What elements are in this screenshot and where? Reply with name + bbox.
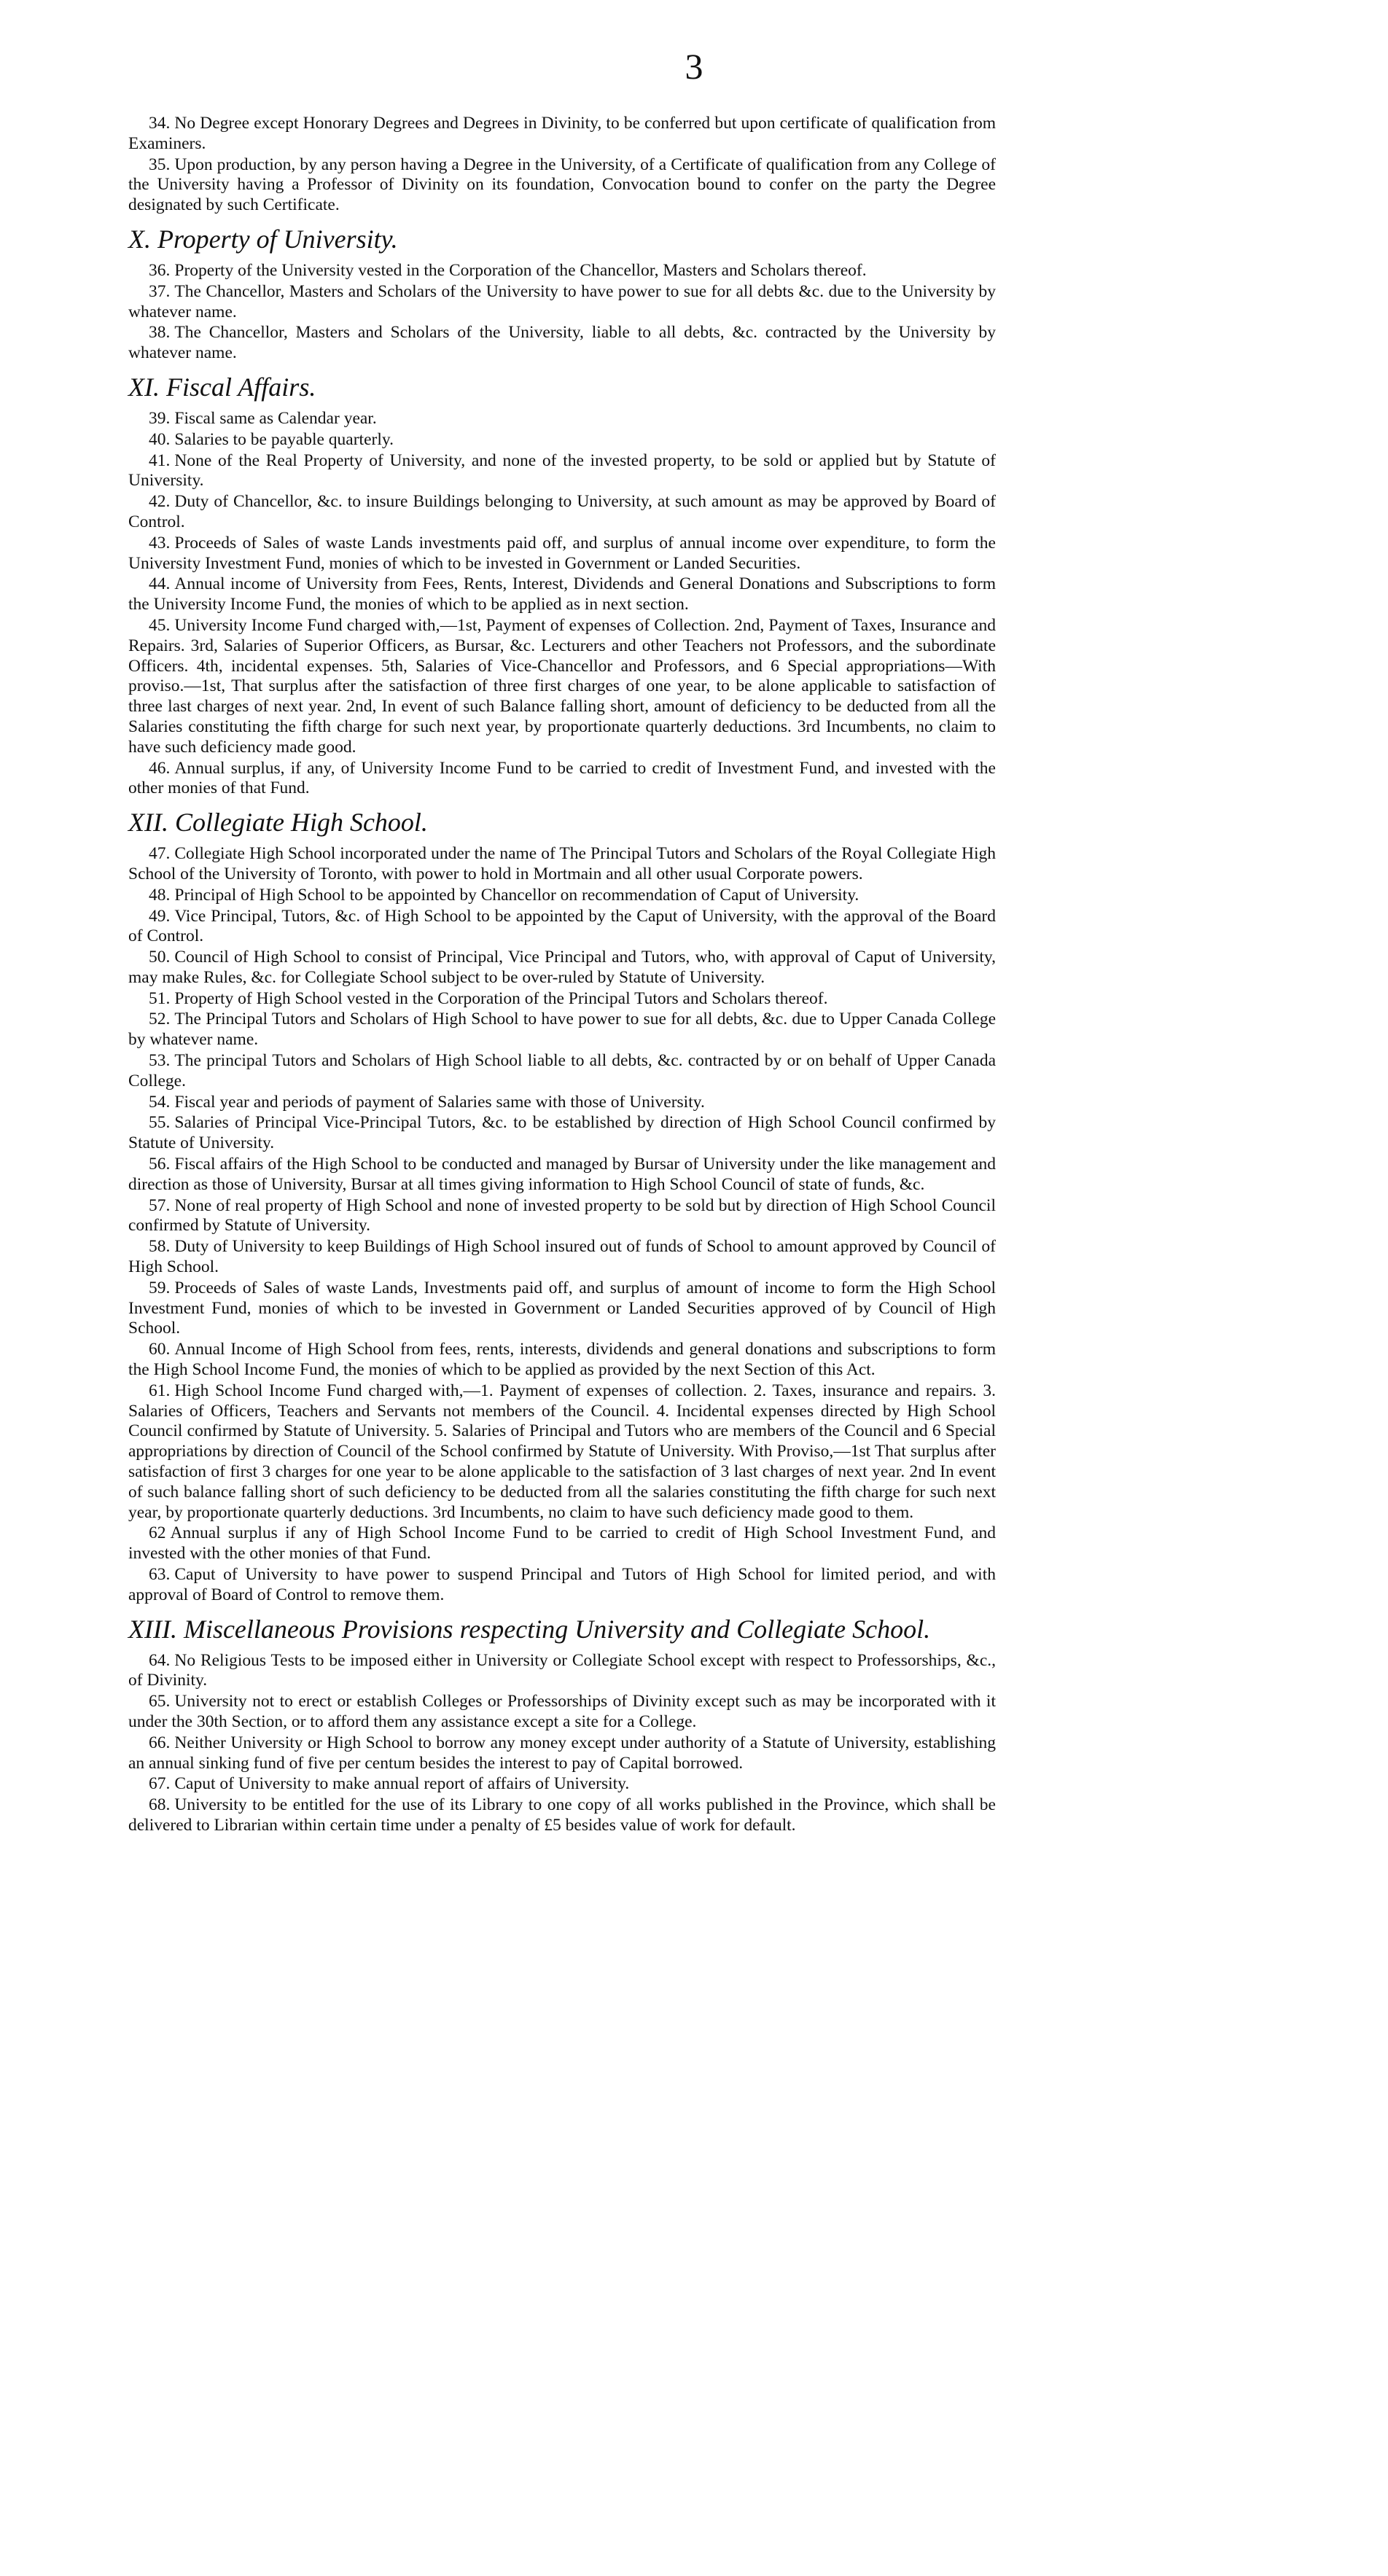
entry-text: Fiscal affairs of the High School to be conducted and managed by Bursar of University under the like management and direction as those of University, Bursar at all times giving information to High School Council of state of funds, &c. [128,1155,996,1194]
entry-number: 48. [149,885,171,905]
section-entry [128,1237,996,1278]
entry-number: 43. [149,533,171,553]
entry-text: Fiscal year and periods of payment of Salaries same with those of University. [174,1092,705,1112]
section-entry [128,1279,996,1339]
entry-text: The principal Tutors and Scholars of High School liable to all debts, &c. contracted by or on behalf of Upper Canada College. [128,1051,996,1090]
entry-number: 68. [149,1795,171,1815]
section-entry [128,759,996,800]
section-heading: XII. Collegiate High School. [128,808,428,838]
section-entry [128,409,996,429]
section-entry [128,534,996,574]
entry-text: The Chancellor, Masters and Scholars of the University to have power to sue for all debts &c. due to the University by whatever name. [128,281,996,321]
entry-text: University not to erect or establish Colleges or Professorships of Divinity except such as may be incorporated with it under the 30th Section, or to afford them any assistance except a site for a College. [128,1692,996,1731]
section-entry [128,430,996,450]
section-entry [128,323,996,364]
entry-number: 42. [149,492,171,512]
entry-number: 66. [149,1733,171,1752]
entry-number: 65. [149,1692,171,1712]
section-entry [128,1565,996,1606]
entry-text: No Degree except Honorary Degrees and Degrees in Divinity, to be conferred but upon certificate of qualification from Examiners. [128,114,996,153]
section-heading: XI. Fiscal Affairs. [128,372,316,402]
entry-text: Duty of Chancellor, &c. to insure Buildings belonging to University, at such amount as may be approved by Board of Control. [128,492,996,531]
entry-number: 46. [149,758,171,778]
entry-text: Caput of University to have power to suspend Principal and Tutors of High School for limited period, and with approval of Board of Control to remove them. [128,1565,996,1604]
entry-text: Property of the University vested in the Corporation of the Chancellor, Masters and Scholars thereof. [174,260,867,280]
entry-text: University to be entitled for the use of its Library to one copy of all works published in the Province, which shall be delivered to Librarian within certain time under a penalty of £5 besides value of work for default. [128,1795,996,1835]
entry-number: 40. [149,429,171,449]
entry-text: Collegiate High School incorporated under the name of The Principal Tutors and Scholars of the Royal Collegiate High School of the University of Toronto, with power to hold in Mortmain and all other usual Corporate powers. [128,844,996,883]
entry-number: 37. [149,281,171,301]
section-entry [128,1340,996,1381]
entry-number: 51. [149,988,171,1008]
page-number: 3 [685,46,703,87]
section-entry [128,886,996,906]
entry-number: 54. [149,1092,171,1112]
section-entry [128,844,996,885]
section-entry [128,1155,996,1195]
entry-number: 64. [149,1650,171,1670]
entry-number: 39. [149,408,171,428]
section-entry [128,1051,996,1092]
entry-number: 50. [149,948,171,967]
entry-text: Proceeds of Sales of waste Lands, Investments paid off, and surplus of amount of income to form the High School Investment Fund, monies of which to be invested in Government or Landed Securities approved of by Council of High School. [128,1278,996,1338]
entry-text: Annual Income of High School from fees, rents, interests, dividends and general donations and subscriptions to form the High School Income Fund, the monies of which to be applied as provided by the next Section of this Act. [128,1340,996,1380]
section-heading: XIII. Miscellaneous Provisions respecting University and Collegiate School. [128,1614,931,1644]
entry-text: Salaries of Principal Vice-Principal Tutors, &c. to be established by direction of High School Council confirmed by Statute of University. [128,1113,996,1153]
section-entry [128,907,996,948]
entry-text: Proceeds of Sales of waste Lands investments paid off, and surplus of annual income over expenditure, to form the University Investment Fund, monies of which to be invested in Government or Landed Securities. [128,533,996,573]
section-entry [128,155,996,216]
section-entry [128,1381,996,1523]
entry-text: None of the Real Property of University, and none of the invested property, to be sold or applied but by Statute of University. [128,450,996,491]
entry-text: Vice Principal, Tutors, &c. of High School to be appointed by the Caput of University, with the approval of the Board of Control. [128,906,996,946]
entry-text: Salaries to be payable quarterly. [174,429,394,449]
entry-number: 59. [149,1278,171,1297]
section-entry [128,492,996,533]
section-entry [128,1692,996,1733]
section-entry [128,1093,996,1113]
entry-text: Neither University or High School to borrow any money except under authority of a Statute of University, establishing an annual sinking fund of five per centum besides the interest to pay of Capital borrowed. [128,1733,996,1773]
entry-number: 35. [149,155,171,174]
entry-number: 56. [149,1155,171,1174]
entry-number: 67. [149,1774,171,1794]
section-entry [128,1774,996,1795]
entry-number: 55. [149,1113,171,1133]
section-entry [128,1651,996,1692]
entry-number: 62 [149,1523,166,1543]
section-entry [128,1113,996,1154]
entry-text: Fiscal same as Calendar year. [174,408,377,428]
section-entry [128,574,996,615]
entry-number: 52. [149,1010,171,1029]
entry-number: 41. [149,450,171,470]
entry-number: 60. [149,1340,171,1359]
section-entry [128,1196,996,1237]
section-entry [128,948,996,988]
entry-number: 57. [149,1195,171,1215]
entry-text: High School Income Fund charged with,—1. Payment of expenses of collection. 2. Taxes, insurance and repairs. 3. Salaries of Officers, Teachers and Servants not members of the Council. 4. Incidental expenses directed by High School Council confirmed by Statute of University. 5. Salaries of Principal and Tutors who are members of the Council and 6 Special appropriations by direction of Council of the School confirmed by Statute of University. With Proviso,—1st That surplus after satisfaction of first 3 charges for one year to be alone applicable to the satisfaction of 3 last charges of next year. 2nd In event of such balance falling short of such deficiency to be deducted from all the salaries constituting the fifth charge for such next year, by proportionate quarterly deductions. 3rd Incumbents, no claim to have such deficiency made good to them. [128,1381,996,1522]
entry-text: Property of High School vested in the Corporation of the Principal Tutors and Scholars thereof. [174,988,828,1008]
entry-number: 49. [149,906,171,926]
section-entry [128,282,996,323]
entry-text: The Principal Tutors and Scholars of High School to have power to sue for all debts, &c. due to Upper Canada College by whatever name. [128,1010,996,1050]
entry-text: Annual surplus if any of High School Income Fund to be carried to credit of High School Investment Fund, and invested with the other monies of that Fund. [128,1523,996,1564]
entry-text: The Chancellor, Masters and Scholars of the University, liable to all debts, &c. contracted by the University by whatever name. [128,323,996,363]
entry-text: Caput of University to make annual report of affairs of University. [174,1774,630,1794]
entry-text: Annual surplus, if any, of University Income Fund to be carried to credit of Investment Fund, and invested with the other monies of that Fund. [128,758,996,798]
entry-number: 61. [149,1381,171,1400]
entry-number: 47. [149,844,171,864]
section-entry [128,261,996,281]
entry-number: 45. [149,615,171,635]
entry-number: 44. [149,574,171,594]
entry-number: 34. [149,114,171,133]
entry-text: Annual income of University from Fees, Rents, Interest, Dividends and General Donations and Subscriptions to form the University Income Fund, the monies of which to be applied as in next section. [128,574,996,614]
entry-text: University Income Fund charged with,—1st, Payment of expenses of Collection. 2nd, Payment of Taxes, Insurance and Repairs. 3rd, Salaries of Superior Officers, as Bursar, &c. Lecturers and other Teachers not Professors, and the subordinate Officers. 4th, incidental expenses. 5th, Salaries of Vice-Chancellor and Professors, and 6 Special appropriations—With proviso.—1st, That surplus after the satisfaction of three first charges of one year, to be alone applicable to satisfaction of three last charges of next year. 2nd, In event of such Balance falling short, amount of deficiency to be deducted from all the Salaries constituting the fifth charge for such next year, by proportionate quarterly deductions. 3rd Incumbents, no claim to have such deficiency made good. [128,615,996,757]
section-entry [128,114,996,155]
section-heading: X. Property of University. [128,224,398,254]
section-entry [128,616,996,758]
entry-number: 58. [149,1237,171,1257]
section-entry [128,1795,996,1836]
entry-text: Duty of University to keep Buildings of High School insured out of funds of School to amount approved by Council of High School. [128,1237,996,1277]
section-entry [128,1010,996,1050]
section-entry [128,1523,996,1564]
entry-text: Principal of High School to be appointed by Chancellor on recommendation of Caput of University. [174,885,859,905]
document-body [128,114,996,1837]
entry-number: 38. [149,323,171,343]
section-entry [128,451,996,492]
section-entry [128,1733,996,1774]
section-entry [128,989,996,1010]
entry-text: None of real property of High School and none of invested property to be sold but by direction of High School Council confirmed by Statute of University. [128,1195,996,1236]
entry-text: No Religious Tests to be imposed either in University or Collegiate School except with respect to Professorships, &c., of Divinity. [128,1650,996,1690]
entry-number: 63. [149,1565,171,1584]
entry-number: 53. [149,1051,171,1071]
entry-text: Council of High School to consist of Principal, Vice Principal and Tutors, who, with approval of Caput of University, may make Rules, &c. for Collegiate School subject to be over-ruled by Statute of University. [128,948,996,987]
entry-number: 36. [149,260,171,280]
entry-text: Upon production, by any person having a Degree in the University, of a Certificate of qualification from any College of the University having a Professor of Divinity on its foundation, Convocation bound to confer on the party the Degree designated by such Certificate. [128,155,996,215]
